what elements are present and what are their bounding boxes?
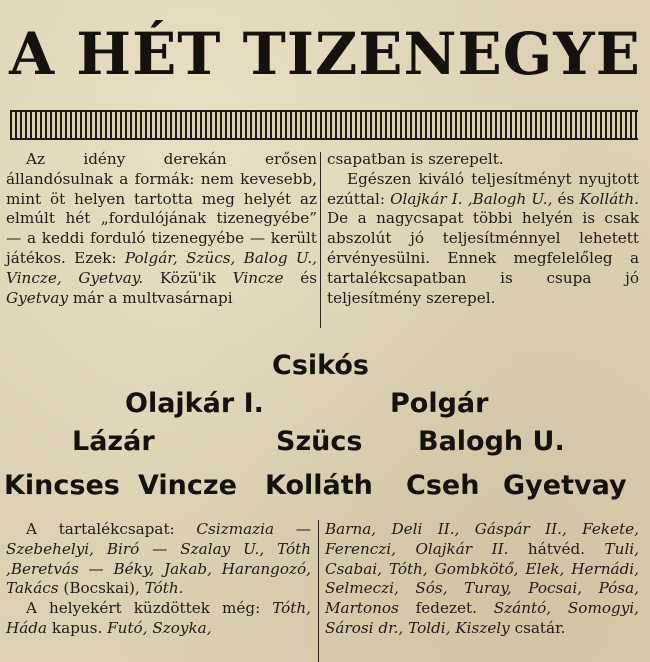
italic-name-run: Polgár, Szücs, Balog U., Vincze, Gyetvay. — [6, 248, 317, 287]
italic-name-run: Vincze — [232, 268, 284, 287]
column-divider-bottom — [318, 520, 319, 662]
italic-name-run: Gyetvay — [6, 288, 69, 307]
contenders-paragraph-continued — [325, 520, 639, 639]
player-forward-1: Kincses — [4, 470, 120, 501]
reserves-paragraph — [6, 520, 311, 599]
intro-paragraph-performance — [327, 170, 639, 309]
text-run: De a nagycsapat többi helyén is csak abszolút jó teljesítménnyel lehetett érvényesülni. Ennek megfelelőleg a tartalékcsapatban is csupa jó teljesítmény szerepel. — [327, 209, 639, 307]
italic-name-run: Barna, Deli II., Gáspár II., Fekete, Ferenczi, Olajkár II. — [325, 520, 639, 558]
player-forward-5: Gyetvay — [503, 470, 627, 501]
contenders-paragraph — [6, 599, 311, 639]
intro-paragraph-continued: csapatban is szerepelt. — [327, 150, 504, 168]
player-forward-2: Vincze — [138, 470, 237, 501]
player-half-right: Balogh U. — [418, 426, 565, 457]
italic-name-run: Szántó, Somogyi, Sárosi dr., Toldi, Kiszely — [325, 599, 639, 637]
text-run: Az idény derekán erősen állandósulnak a formák: nem kevesebb, mint öt helyen tartotta meg helyét az elmúlt hét „fordulójának tizenegyébe” — a keddi forduló tizenegyébe — került játékos. Ezek: — [6, 150, 317, 267]
text-run: Közü'ik — [143, 268, 233, 287]
reserves-column-right — [325, 520, 639, 639]
article-headline: A HÉT TIZENEGYE — [9, 20, 641, 88]
player-back-left: Olajkár I. — [125, 388, 264, 419]
intro-column-right — [327, 150, 639, 308]
italic-name-run: Kolláth. — [579, 189, 639, 208]
text-run: Egészen kiváló teljesítményt nyujtott ezúttal: — [327, 169, 639, 208]
text-run: A tartalékcsapat: — [26, 520, 197, 538]
italic-name-run: Tóth. — [144, 579, 184, 598]
text-run: és — [283, 268, 317, 287]
text-run: (Bocskai), — [58, 579, 145, 598]
player-forward-4: Cseh — [406, 470, 480, 501]
player-back-right: Polgár — [390, 388, 489, 419]
text-run: A helyekért küzdöttek még: — [26, 599, 273, 618]
text-run: csatár. — [509, 618, 566, 637]
reserves-column-left — [6, 520, 311, 639]
italic-name-run: Olajkár I. ,Balogh U., — [390, 189, 553, 208]
player-forward-3: Kolláth — [265, 470, 373, 501]
text-run: kapus. — [47, 618, 108, 637]
headline-decorative-rule — [10, 110, 638, 140]
text-run: fedezet. — [398, 599, 494, 618]
italic-name-run: Tuli, Csabai, Tóth, Gombkötő, Elek, Hernádi, Selmeczi, Sós, Turay, Pocsai, Pósa, Martonos — [325, 539, 639, 618]
player-goalkeeper: Csikós — [272, 350, 369, 381]
intro-column-left — [6, 150, 317, 308]
text-run: már a multvasárnapi — [68, 288, 233, 307]
column-divider-top — [320, 152, 321, 328]
italic-name-run: Csizmazia — Szebehelyi, Biró — Szalay U., Tóth ,Beretvás — Béky, Jakab, Harangozó, Takács — [6, 520, 311, 598]
player-half-left: Lázár — [72, 426, 155, 457]
intro-paragraph — [6, 150, 317, 308]
text-run: és — [552, 189, 580, 208]
italic-name-run: Tóth, Háda — [6, 599, 311, 637]
player-half-center: Szücs — [276, 426, 363, 457]
text-run: hátvéd. — [508, 539, 605, 558]
italic-name-run: Futó, Szoyka, — [107, 618, 212, 637]
